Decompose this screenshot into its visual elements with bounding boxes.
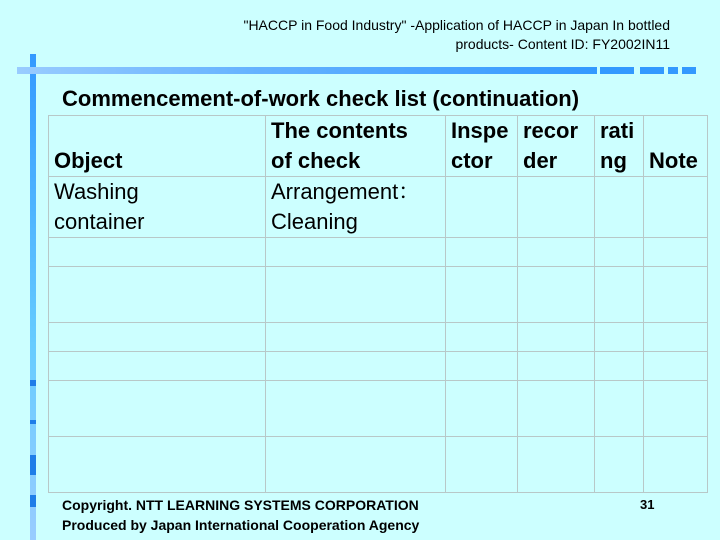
table-header-row: [49, 116, 708, 177]
cell-inspector: [446, 177, 518, 238]
header-object-label: Object: [54, 148, 123, 173]
table-row-empty: [49, 238, 708, 267]
header-note: [644, 116, 708, 177]
empty-cell: [595, 323, 644, 352]
slide-header: [140, 16, 670, 54]
vertical-accent-segment: [30, 420, 36, 424]
empty-cell: [446, 323, 518, 352]
table-row-empty: [49, 323, 708, 352]
horizontal-accent-bar: [17, 67, 597, 74]
empty-cell: [49, 381, 266, 437]
empty-cell: [266, 352, 446, 381]
empty-cell: [266, 381, 446, 437]
copyright-footer: [62, 495, 419, 535]
empty-cell: [266, 238, 446, 267]
slide-title: Commencement-of-work check list (continuation): [62, 86, 580, 111]
cell-contents-line-2: Cleaning: [271, 209, 358, 234]
header-rating-line-2: ng: [600, 148, 627, 173]
header-inspector: [446, 116, 518, 177]
empty-cell: [518, 437, 595, 493]
header-contents-line-1: The contents: [271, 118, 408, 143]
cell-object: [49, 177, 266, 238]
header-inspector-line-1: Inspe: [451, 118, 509, 143]
empty-cell: [446, 381, 518, 437]
empty-cell: [595, 238, 644, 267]
empty-cell: [595, 437, 644, 493]
empty-cell: [49, 323, 266, 352]
header-rating-line-1: rati: [600, 118, 635, 143]
cell-object-line-2: container: [54, 209, 145, 234]
empty-cell: [644, 437, 708, 493]
footer-line-2: Produced by Japan International Cooperation Agency: [62, 517, 420, 533]
horizontal-accent-square: [682, 67, 696, 74]
table-row: [49, 177, 708, 238]
empty-cell: [595, 381, 644, 437]
vertical-accent-segment: [30, 380, 36, 386]
cell-recorder: [518, 177, 595, 238]
empty-cell: [49, 352, 266, 381]
empty-cell: [644, 352, 708, 381]
empty-cell: [446, 437, 518, 493]
horizontal-accent-square: [600, 67, 634, 74]
cell-contents: [266, 177, 446, 238]
empty-cell: [518, 323, 595, 352]
empty-cell: [644, 323, 708, 352]
cell-note: [644, 177, 708, 238]
page-number: 31: [640, 497, 655, 512]
table-row-empty: [49, 352, 708, 381]
header-contents: [266, 116, 446, 177]
empty-cell: [266, 437, 446, 493]
header-recorder-line-1: recor: [523, 118, 579, 143]
empty-cell: [518, 381, 595, 437]
empty-cell: [518, 267, 595, 323]
horizontal-accent-square: [668, 67, 678, 74]
header-line-1: "HACCP in Food Industry" -Application of HACCP in Japan In bottled: [243, 17, 670, 33]
empty-cell: [518, 238, 595, 267]
header-recorder: [518, 116, 595, 177]
header-note-label: Note: [649, 148, 698, 173]
header-contents-line-2: of check: [271, 148, 361, 173]
header-object: [49, 116, 266, 177]
header-inspector-line-2: ctor: [451, 148, 493, 173]
vertical-accent-segment: [30, 455, 36, 475]
horizontal-accent-square: [640, 67, 664, 74]
header-recorder-line-2: der: [523, 148, 558, 173]
empty-cell: [518, 352, 595, 381]
empty-cell: [446, 352, 518, 381]
empty-cell: [644, 238, 708, 267]
header-rating: [595, 116, 644, 177]
empty-cell: [49, 238, 266, 267]
cell-contents-line-1: Arrangement：: [271, 179, 421, 204]
empty-cell: [446, 267, 518, 323]
empty-cell: [644, 267, 708, 323]
table-row-empty: [49, 267, 708, 323]
footer-line-1: Copyright. NTT LEARNING SYSTEMS CORPORATION: [62, 497, 419, 513]
empty-cell: [49, 267, 266, 323]
empty-cell: [266, 267, 446, 323]
empty-cell: [266, 323, 446, 352]
cell-object-line-1: Washing: [54, 179, 139, 204]
empty-cell: [49, 437, 266, 493]
table-row-empty: [49, 381, 708, 437]
cell-rating: [595, 177, 644, 238]
check-list-table: [48, 115, 708, 493]
empty-cell: [595, 267, 644, 323]
table-row-empty: [49, 437, 708, 493]
empty-cell: [595, 352, 644, 381]
empty-cell: [644, 381, 708, 437]
vertical-accent-segment: [30, 495, 36, 507]
header-line-2: products- Content ID: FY2002IN11: [455, 36, 670, 52]
empty-cell: [446, 238, 518, 267]
